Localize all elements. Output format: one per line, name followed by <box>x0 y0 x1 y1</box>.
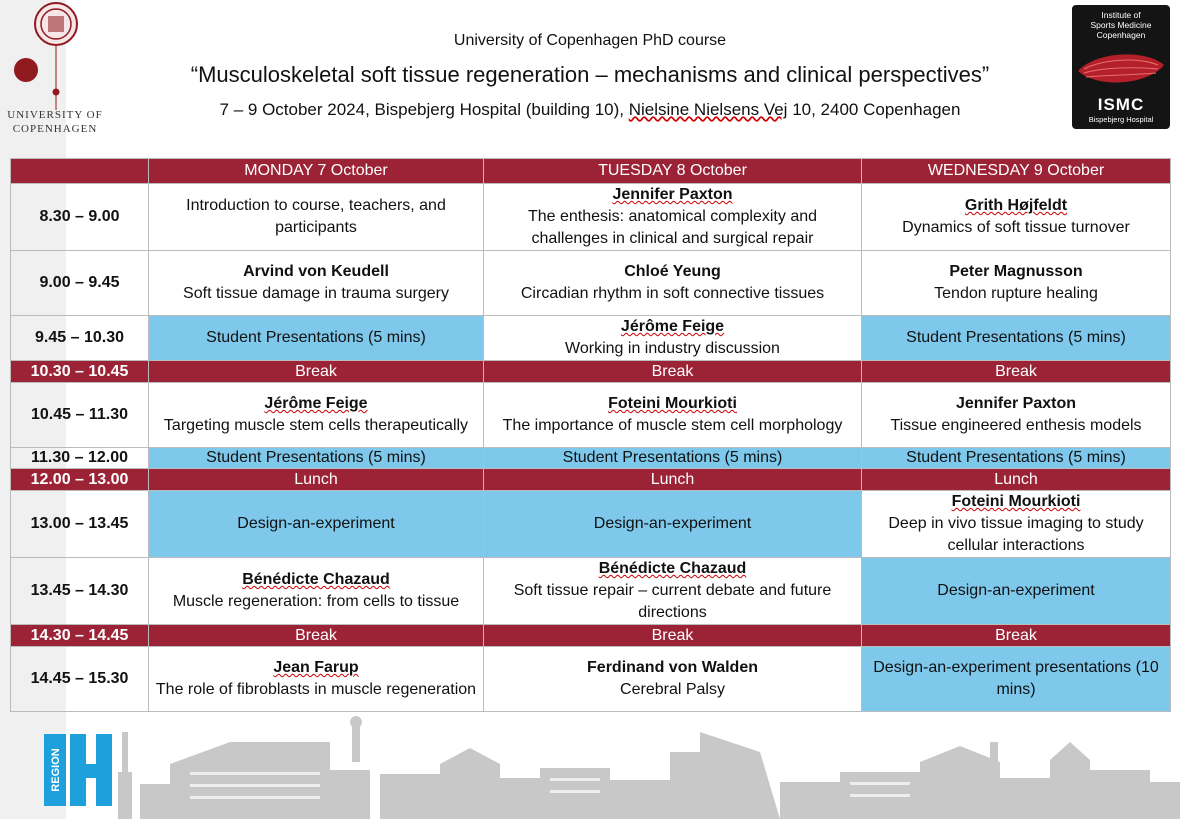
time-slot: 14.30 – 14.45 <box>11 625 149 647</box>
lunch-cell: Lunch <box>149 469 484 491</box>
session-title: Tissue engineered enthesis models <box>890 417 1142 434</box>
speaker-name: Jérôme Feige <box>264 395 368 412</box>
muscle-icon <box>1076 45 1166 93</box>
session-cell <box>149 647 484 712</box>
day-header-wednesday: WEDNESDAY 9 October <box>862 159 1171 184</box>
day-header-tuesday: TUESDAY 8 October <box>484 159 862 184</box>
session-title: Working in industry discussion <box>565 340 780 357</box>
speaker-name: Peter Magnusson <box>949 263 1083 280</box>
ismc-line1: Institute of <box>1101 10 1141 20</box>
speaker-name: Jennifer Paxton <box>955 395 1077 412</box>
university-name-line1: UNIVERSITY OF <box>7 109 103 121</box>
subtitle-date-location: 7 – 9 October 2024, Bispebjerg Hospital (building 10), <box>219 100 629 119</box>
session-title: Student Presentations (5 mins) <box>906 329 1126 346</box>
student-presentations-cell: Student Presentations (5 mins) <box>149 448 484 469</box>
time-slot: 10.30 – 10.45 <box>11 361 149 383</box>
speaker-name: Foteini Mourkioti <box>608 395 737 412</box>
session-title: Tendon rupture healing <box>934 285 1098 302</box>
ismc-logo <box>1072 5 1170 129</box>
speaker-name: Grith Højfeldt <box>964 197 1068 214</box>
day-header-row <box>11 159 1171 184</box>
student-presentations-cell: Student Presentations (5 mins) <box>862 448 1171 469</box>
break-row <box>11 625 1171 647</box>
session-title: Cerebral Palsy <box>620 681 725 698</box>
table-row <box>11 184 1171 251</box>
subtitle-address-rest: 10, 2400 Copenhagen <box>787 100 961 119</box>
table-row <box>11 647 1171 712</box>
session-cell <box>484 184 862 251</box>
ismc-hospital: Bispebjerg Hospital <box>1088 115 1154 124</box>
speaker-name: Jérôme Feige <box>620 318 725 335</box>
table-row <box>11 491 1171 558</box>
design-experiment-cell: Design-an-experiment <box>149 491 484 558</box>
university-name-line2: COPENHAGEN <box>12 123 98 135</box>
session-title: Student Presentations (5 mins) <box>206 329 426 346</box>
break-cell: Break <box>484 361 862 383</box>
session-title: Muscle regeneration: from cells to tissue <box>172 593 460 610</box>
table-row <box>11 383 1171 448</box>
ismc-line2: Sports Medicine <box>1090 20 1152 30</box>
ismc-acronym: ISMC <box>1097 95 1145 114</box>
speaker-name: Bénédicte Chazaud <box>598 560 747 577</box>
day-header-monday: MONDAY 7 October <box>149 159 484 184</box>
time-slot: 12.00 – 13.00 <box>11 469 149 491</box>
session-title: Circadian rhythm in soft connective tissues <box>520 285 825 302</box>
course-title: University of Copenhagen PhD course <box>453 32 727 49</box>
session-cell <box>484 316 862 361</box>
session-title: The importance of muscle stem cell morphology <box>502 417 843 434</box>
session-cell <box>149 558 484 625</box>
student-presentations-cell <box>149 316 484 361</box>
region-label: REGION <box>50 748 62 792</box>
student-presentations-cell: Student Presentations (5 mins) <box>484 448 862 469</box>
session-cell <box>862 383 1171 448</box>
lunch-cell: Lunch <box>484 469 862 491</box>
break-row <box>11 361 1171 383</box>
time-slot: 13.45 – 14.30 <box>11 558 149 625</box>
design-experiment-cell: Design-an-experiment <box>862 558 1171 625</box>
speaker-name: Arvind von Keudell <box>243 263 389 280</box>
subtitle-street: Nielsine Nielsens Vej <box>628 100 788 119</box>
student-presentations-cell <box>862 316 1171 361</box>
city-skyline-image <box>0 712 1180 819</box>
speaker-name: Bénédicte Chazaud <box>242 571 390 588</box>
session-title: The role of fibroblasts in muscle regeneration <box>155 681 477 698</box>
lunch-cell: Lunch <box>862 469 1171 491</box>
speaker-name: Ferdinand von Walden <box>587 659 758 676</box>
break-cell: Break <box>484 625 862 647</box>
time-slot: 9.00 – 9.45 <box>11 251 149 316</box>
session-title: Deep in vivo tissue imaging to study cellular interactions <box>888 515 1144 554</box>
session-cell <box>149 383 484 448</box>
session-cell <box>862 491 1171 558</box>
main-title: “Musculoskeletal soft tissue regeneration – mechanisms and clinical perspectives” <box>190 62 990 87</box>
time-slot: 14.45 – 15.30 <box>11 647 149 712</box>
speaker-name: Chloé Yeung <box>624 263 721 280</box>
session-title: Targeting muscle stem cells therapeutically <box>163 417 469 434</box>
time-slot: 9.45 – 10.30 <box>11 316 149 361</box>
session-cell <box>484 251 862 316</box>
session-cell <box>862 184 1171 251</box>
table-row <box>11 316 1171 361</box>
time-slot: 8.30 – 9.00 <box>11 184 149 251</box>
session-title: Dynamics of soft tissue turnover <box>902 219 1130 236</box>
time-slot: 11.30 – 12.00 <box>11 448 149 469</box>
break-cell: Break <box>862 361 1171 383</box>
ismc-line3: Copenhagen <box>1096 30 1146 40</box>
time-slot: 10.45 – 11.30 <box>11 383 149 448</box>
table-row <box>11 558 1171 625</box>
subtitle <box>0 100 1180 120</box>
speaker-name: Foteini Mourkioti <box>951 493 1081 510</box>
session-title: Soft tissue repair – current debate and future directions <box>513 582 832 621</box>
break-cell: Break <box>862 625 1171 647</box>
lunch-row <box>11 469 1171 491</box>
time-slot: 13.00 – 13.45 <box>11 491 149 558</box>
session-cell <box>484 647 862 712</box>
speaker-name: Jennifer Paxton <box>612 186 733 203</box>
break-cell: Break <box>149 625 484 647</box>
table-row <box>11 251 1171 316</box>
break-cell: Break <box>149 361 484 383</box>
region-h-logo <box>44 734 112 806</box>
session-title: Soft tissue damage in trauma surgery <box>183 285 449 302</box>
session-title: The enthesis: anatomical complexity and challenges in clinical and surgical repair <box>527 208 818 247</box>
table-row <box>11 448 1171 469</box>
speaker-name: Jean Farup <box>273 659 359 676</box>
design-experiment-cell: Design-an-experiment presentations (10 mins) <box>862 647 1171 712</box>
time-header <box>11 159 149 184</box>
session-title: Introduction to course, teachers, and participants <box>186 197 446 236</box>
session-cell <box>484 558 862 625</box>
session-cell <box>484 383 862 448</box>
session-cell <box>149 251 484 316</box>
session-cell <box>149 184 484 251</box>
design-experiment-cell: Design-an-experiment <box>484 491 862 558</box>
session-cell <box>862 251 1171 316</box>
schedule-table <box>10 158 1171 712</box>
